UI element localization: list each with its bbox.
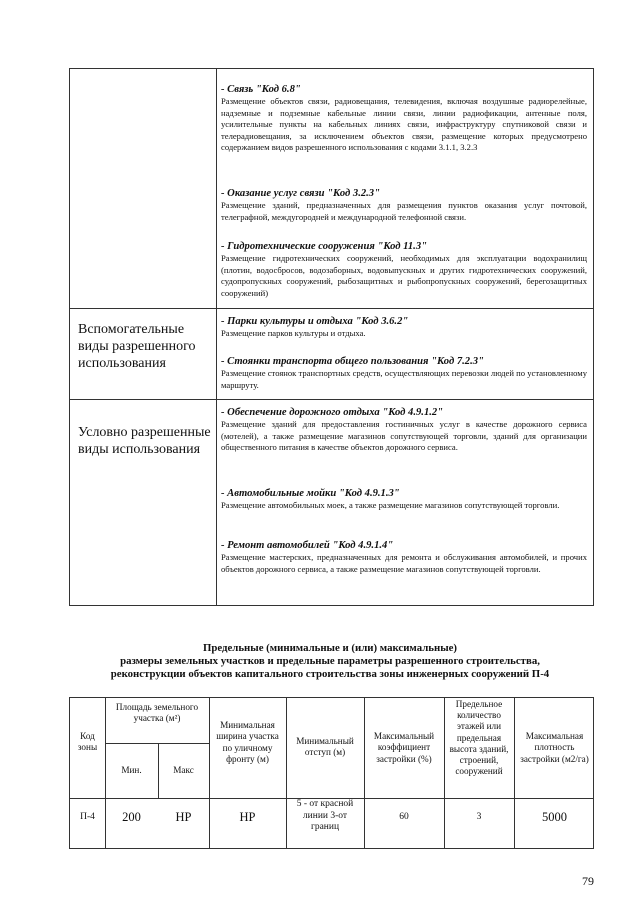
row-divider <box>70 308 593 309</box>
header-max-density: Максимальная плотность застройки (м2/га) <box>520 731 589 764</box>
use-item-parking <box>221 355 587 391</box>
cell-min-setback: 5 - от красной линии 3-от границ <box>296 799 354 832</box>
use-title: - Обеспечение дорожного отдыха "Код 4.9.1.2" <box>221 407 444 418</box>
auxiliary-uses-label: Вспомогательные виды разрешенного использования <box>78 322 196 371</box>
use-title: - Ремонт автомобилей "Код 4.9.1.4" <box>221 540 394 551</box>
header-area: Площадь земельного участка (м²) <box>115 702 199 724</box>
column-divider <box>286 698 287 848</box>
cell-area-min: 200 <box>122 810 141 824</box>
use-item-road-rest <box>221 406 587 454</box>
header-min-frontage: Минимальная ширина участка по уличному фронту (м) <box>216 720 279 764</box>
cell-area-max: НР <box>175 810 192 824</box>
use-item-communication-services <box>221 187 587 223</box>
use-description: Размещение стоянок транспортных средств, осуществляющих перевозки людей по установленному маршруту. <box>221 368 587 390</box>
use-description: Размещение зданий, предназначенных для размещения пунктов оказания услуг почтовой, телеграфной, междугородней и международной телефонной связи. <box>221 200 587 222</box>
use-item-communications <box>221 83 587 154</box>
heading-line: размеры земельных участков и предельные параметры разрешенного строительства, <box>120 655 540 668</box>
page-number: 79 <box>582 874 594 888</box>
use-title: - Оказание услуг связи "Код 3.2.3" <box>221 188 380 199</box>
cell-max-density: 5000 <box>542 810 567 824</box>
header-area-max: Макс <box>173 765 194 775</box>
header-max-coverage: Максимальный коэффициент застройки (%) <box>373 731 435 764</box>
header-min-setback: Минимальный отступ (м) <box>296 736 354 758</box>
use-item-parks <box>221 315 587 340</box>
conditional-uses-label: Условно разрешенные виды использования <box>78 425 211 457</box>
use-description: Размещение мастерских, предназначенных для ремонта и обслуживания автомобилей, и прочих объектов дорожного сервиса, а также размещение магазинов сопутствующей торговли. <box>221 552 587 574</box>
cell-zone-code: П-4 <box>80 812 95 822</box>
use-title: - Связь "Код 6.8" <box>221 84 301 95</box>
permitted-uses-table <box>69 68 594 606</box>
header-zone-code: Код зоны <box>77 731 98 753</box>
use-title: - Автомобильные мойки "Код 4.9.1.3" <box>221 488 400 499</box>
cell-max-coverage: 60 <box>399 812 409 822</box>
column-divider <box>216 69 217 605</box>
limits-section-heading <box>64 642 596 682</box>
use-description: Размещение парков культуры и отдыха. <box>221 328 366 338</box>
header-area-min: Мин. <box>121 765 142 775</box>
use-item-car-repair <box>221 539 587 575</box>
header-max-floors: Предельное количество этажей или предельная высота зданий, строений, сооружений <box>449 699 509 777</box>
cell-min-frontage: НР <box>239 810 256 824</box>
use-description: Размещение объектов связи, радиовещания, телевидения, включая воздушные радиорелейные, надземные и подземные кабельные линии связи, линии радиофикации, антенные поля, усилительные пункты на кабельных линиях связи, инфраструктуру спутниковой связи и телерадиовещания, за исключением объектов связи, размещение которых предусмотрено содержанием видов разрешенного использования с кодами 3.1.1, 3.2.3 <box>221 96 587 153</box>
cell-max-floors: 3 <box>476 812 482 822</box>
use-item-hydraulic-structures <box>221 240 587 299</box>
use-description: Размещение гидротехнических сооружений, необходимых для эксплуатации водохранилищ (плотин, водосбросов, водозаборных, водовыпускных и других гидротехнических сооружений, судопропускных сооружений, рыбозащитных и рыбопропускных сооружений, берегозащитных сооружений) <box>221 253 587 298</box>
heading-line: Предельные (минимальные и (или) максимальные) <box>202 642 458 654</box>
use-title: - Гидротехнические сооружения "Код 11.3" <box>221 241 427 252</box>
parameters-table <box>69 697 594 849</box>
column-divider <box>364 698 365 848</box>
row-divider <box>70 399 593 400</box>
column-divider <box>209 698 210 848</box>
use-title: - Стоянки транспорта общего пользования "Код 7.2.3" <box>221 356 484 367</box>
use-title: - Парки культуры и отдыха "Код 3.6.2" <box>221 316 409 327</box>
use-description: Размещение зданий для предоставления гостиничных услуг в качестве дорожного сервиса (мотелей), а также размещение магазинов сопутствующей торговли, зданий для организации общественного питания в качестве объектов дорожного сервиса. <box>221 419 587 453</box>
row-divider <box>105 743 209 744</box>
column-divider <box>514 698 515 848</box>
heading-line: реконструкции объектов капитального строительства зоны инженерных сооружений П-4 <box>110 668 550 681</box>
use-item-car-wash <box>221 487 587 512</box>
use-description: Размещение автомобильных моек, а также размещение магазинов сопутствующей торговли. <box>221 500 560 510</box>
